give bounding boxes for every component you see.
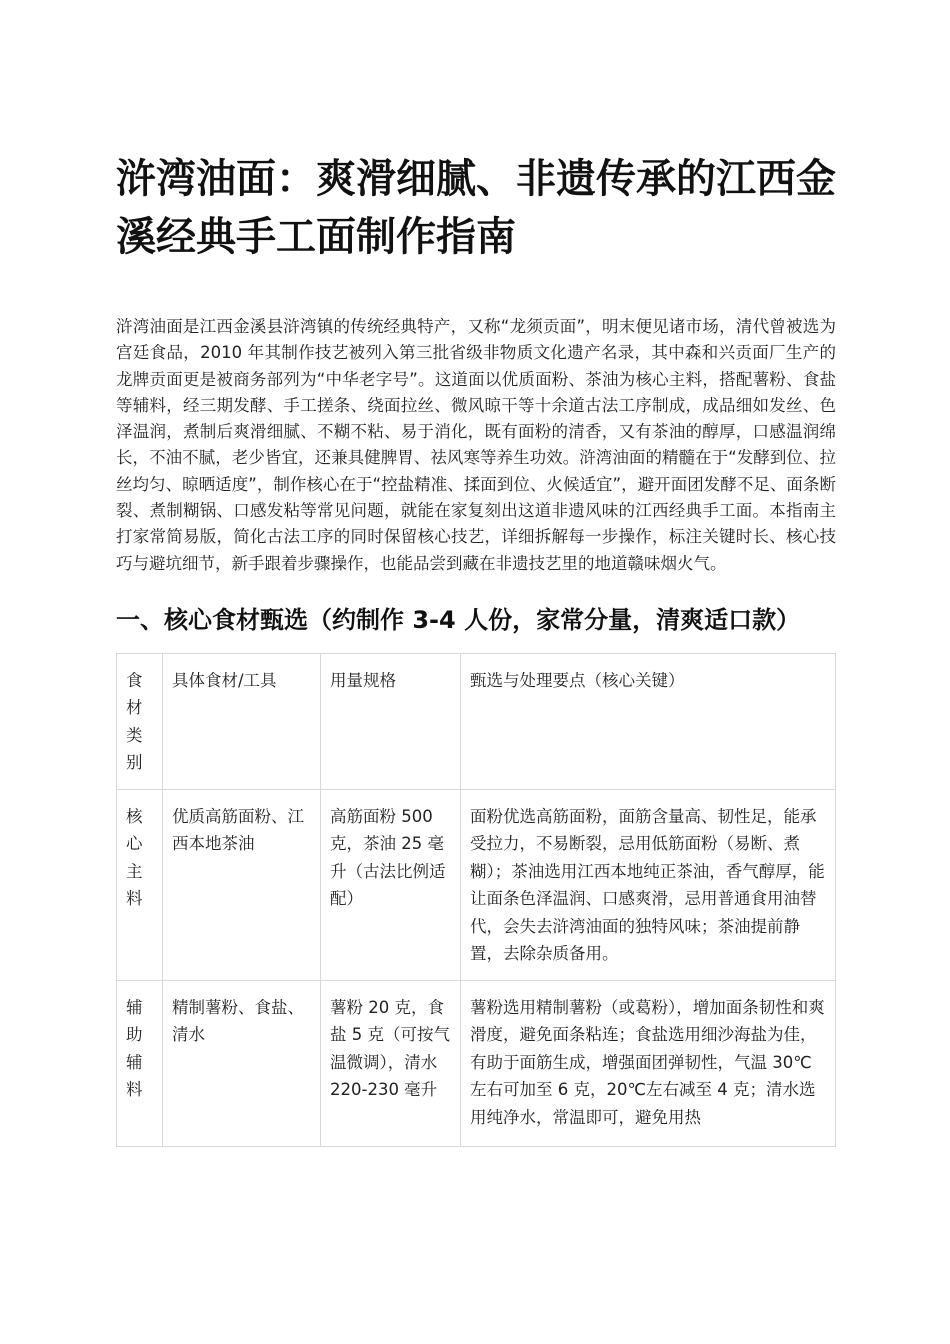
row-category — [117, 980, 163, 1146]
section-heading-ingredients: 一、核心食材甄选（约制作 3-4 人份，家常分量，清爽适口款） — [116, 605, 801, 634]
row-amount-text: 薯粉 20 克，食盐 5 克（可按气温微调），清水 220-230 毫升 — [330, 997, 450, 1100]
row-amount — [321, 980, 461, 1146]
page-title: 浒湾油面：爽滑细腻、非遗传承的江西金溪经典手工面制作指南 — [116, 156, 836, 260]
table-row — [117, 980, 836, 1146]
table-row — [117, 789, 836, 980]
row-notes: 面粉优选高筋面粉，面筋含量高、韧性足，能承受拉力，不易断裂，忌用低筋面粉（易断、煮糊）；茶油选用江西本地纯正茶油，香气醇厚，能让面条色泽温润、口感爽滑，忌用普通食用油替代，会失去浒湾油面的独特风味；茶油提前静置，去除杂质备用。 — [461, 789, 836, 980]
row-item-text: 精制薯粉、食盐、清水 — [172, 997, 304, 1045]
row-item — [163, 980, 321, 1146]
header-amount: 用量规格 — [321, 653, 461, 789]
header-category: 食材类别 — [117, 653, 163, 789]
row-category: 核心主料 — [117, 789, 163, 980]
row-amount: 高筋面粉 500 克，茶油 25 毫升（古法比例适配） — [321, 789, 461, 980]
row-category-text: 辅助辅料 — [126, 997, 143, 1100]
table-header-row — [117, 653, 836, 789]
ingredients-table — [116, 653, 836, 1147]
row-notes-text: 薯粉选用精制薯粉（或葛粉），增加面条韧性和爽滑度，避免面条粘连；食盐选用细沙海盐为佳，有助于面筋生成，增强面团弹韧性，气温 30℃左右可加至 6 克，20℃左右减至 4 克；清水选用纯净水，常温即可，避免用热 — [470, 997, 825, 1127]
row-item: 优质高筋面粉、江西本地茶油 — [163, 789, 321, 980]
header-notes: 甄选与处理要点（核心关键） — [461, 653, 836, 789]
row-notes — [461, 980, 836, 1146]
document-page — [116, 150, 836, 1147]
header-item: 具体食材/工具 — [163, 653, 321, 789]
intro-paragraph: 浒湾油面是江西金溪县浒湾镇的传统经典特产，又称“龙须贡面”，明末便见诸市场，清代曾被选为宫廷食品，2010 年其制作技艺被列入第三批省级非物质文化遗产名录，其中森和兴贡面厂生产的龙牌贡面更是被商务部列为“中华老字号”。这道面以优质面粉、茶油为核心主料，搭配薯粉、食盐等辅料，经三期发酵、手工搓条、绕面拉丝、微风晾干等十余道古法工序制成，成品细如发丝、色泽温润，煮制后爽滑细腻、不糊不粘、易于消化，既有面粉的清香，又有茶油的醇厚，口感温润绵长，不油不腻，老少皆宜，还兼具健脾胃、祛风寒等养生功效。浒湾油面的精髓在于“发酵到位、拉丝均匀、晾晒适度”，制作核心在于“控盐精准、揉面到位、火候适宜”，避开面团发酵不足、面条断裂、煮制糊锅、口感发粘等常见问题，就能在家复刻出这道非遗风味的江西经典手工面。本指南主打家常简易版，简化古法工序的同时保留核心技艺，详细拆解每一步操作，标注关键时长、核心技巧与避坑细节，新手跟着步骤操作，也能品尝到藏在非遗技艺里的地道赣味烟火气。 — [116, 317, 836, 573]
